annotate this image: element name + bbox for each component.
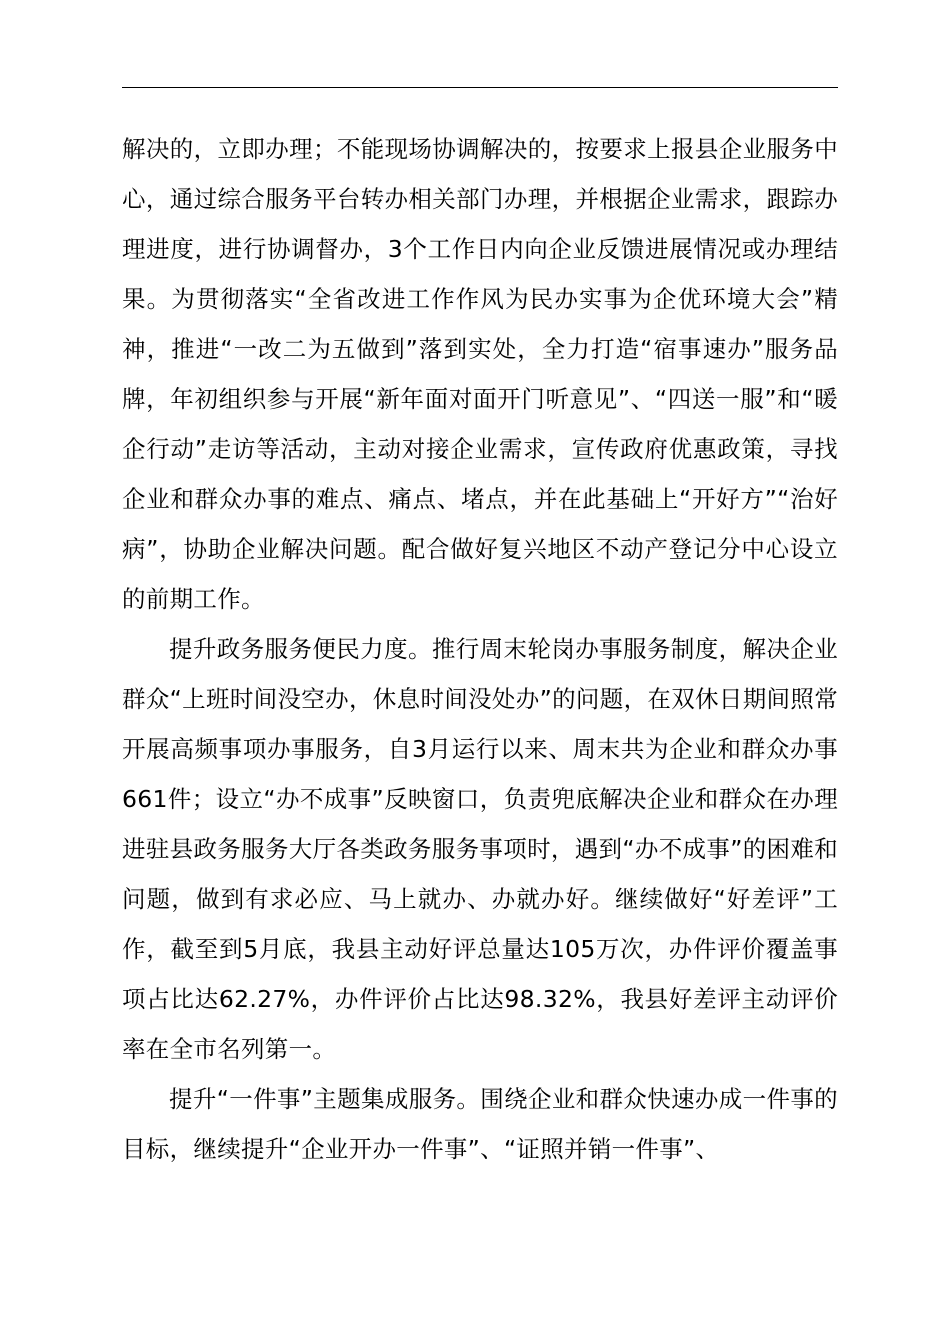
paragraph-3: 提升“一件事”主题集成服务。围绕企业和群众快速办成一件事的目标，继续提升“企业开办一件事”、“证照并销一件事”、 bbox=[122, 1085, 838, 1163]
document-body bbox=[122, 124, 838, 1174]
header-rule bbox=[122, 87, 838, 88]
paragraph-2: 提升政务服务便民力度。推行周末轮岗办事服务制度，解决企业群众“上班时间没空办，休息时间没处办”的问题，在双休日期间照常开展高频事项办事服务，自3月运行以来、周末共为企业和群众办事661件；设立“办不成事”反映窗口，负责兜底解决企业和群众在办理进驻县政务服务大厅各类政务服务事项时，遇到“办不成事”的困难和问题，做到有求必应、马上就办、办就办好。继续做好“好差评”工作，截至到5月底，我县主动好评总量达105万次，办件评价覆盖事项占比达62.27%，办件评价占比达98.32%，我县好差评主动评价率在全市名列第一。 bbox=[122, 635, 838, 1063]
paragraph-1: 解决的，立即办理；不能现场协调解决的，按要求上报县企业服务中心，通过综合服务平台转办相关部门办理，并根据企业需求，跟踪办理进度，进行协调督办，3个工作日内向企业反馈进展情况或办理结果。为贯彻落实“全省改进工作作风为民办实事为企优环境大会”精神，推进“一改二为五做到”落到实处，全力打造“宿事速办”服务品牌，年初组织参与开展“新年面对面开门听意见”、“四送一服”和“暖企行动”走访等活动，主动对接企业需求，宣传政府优惠政策，寻找企业和群众办事的难点、痛点、堵点，并在此基础上“开好方”“治好病”，协助企业解决问题。配合做好复兴地区不动产登记分中心设立的前期工作。 bbox=[122, 135, 838, 613]
